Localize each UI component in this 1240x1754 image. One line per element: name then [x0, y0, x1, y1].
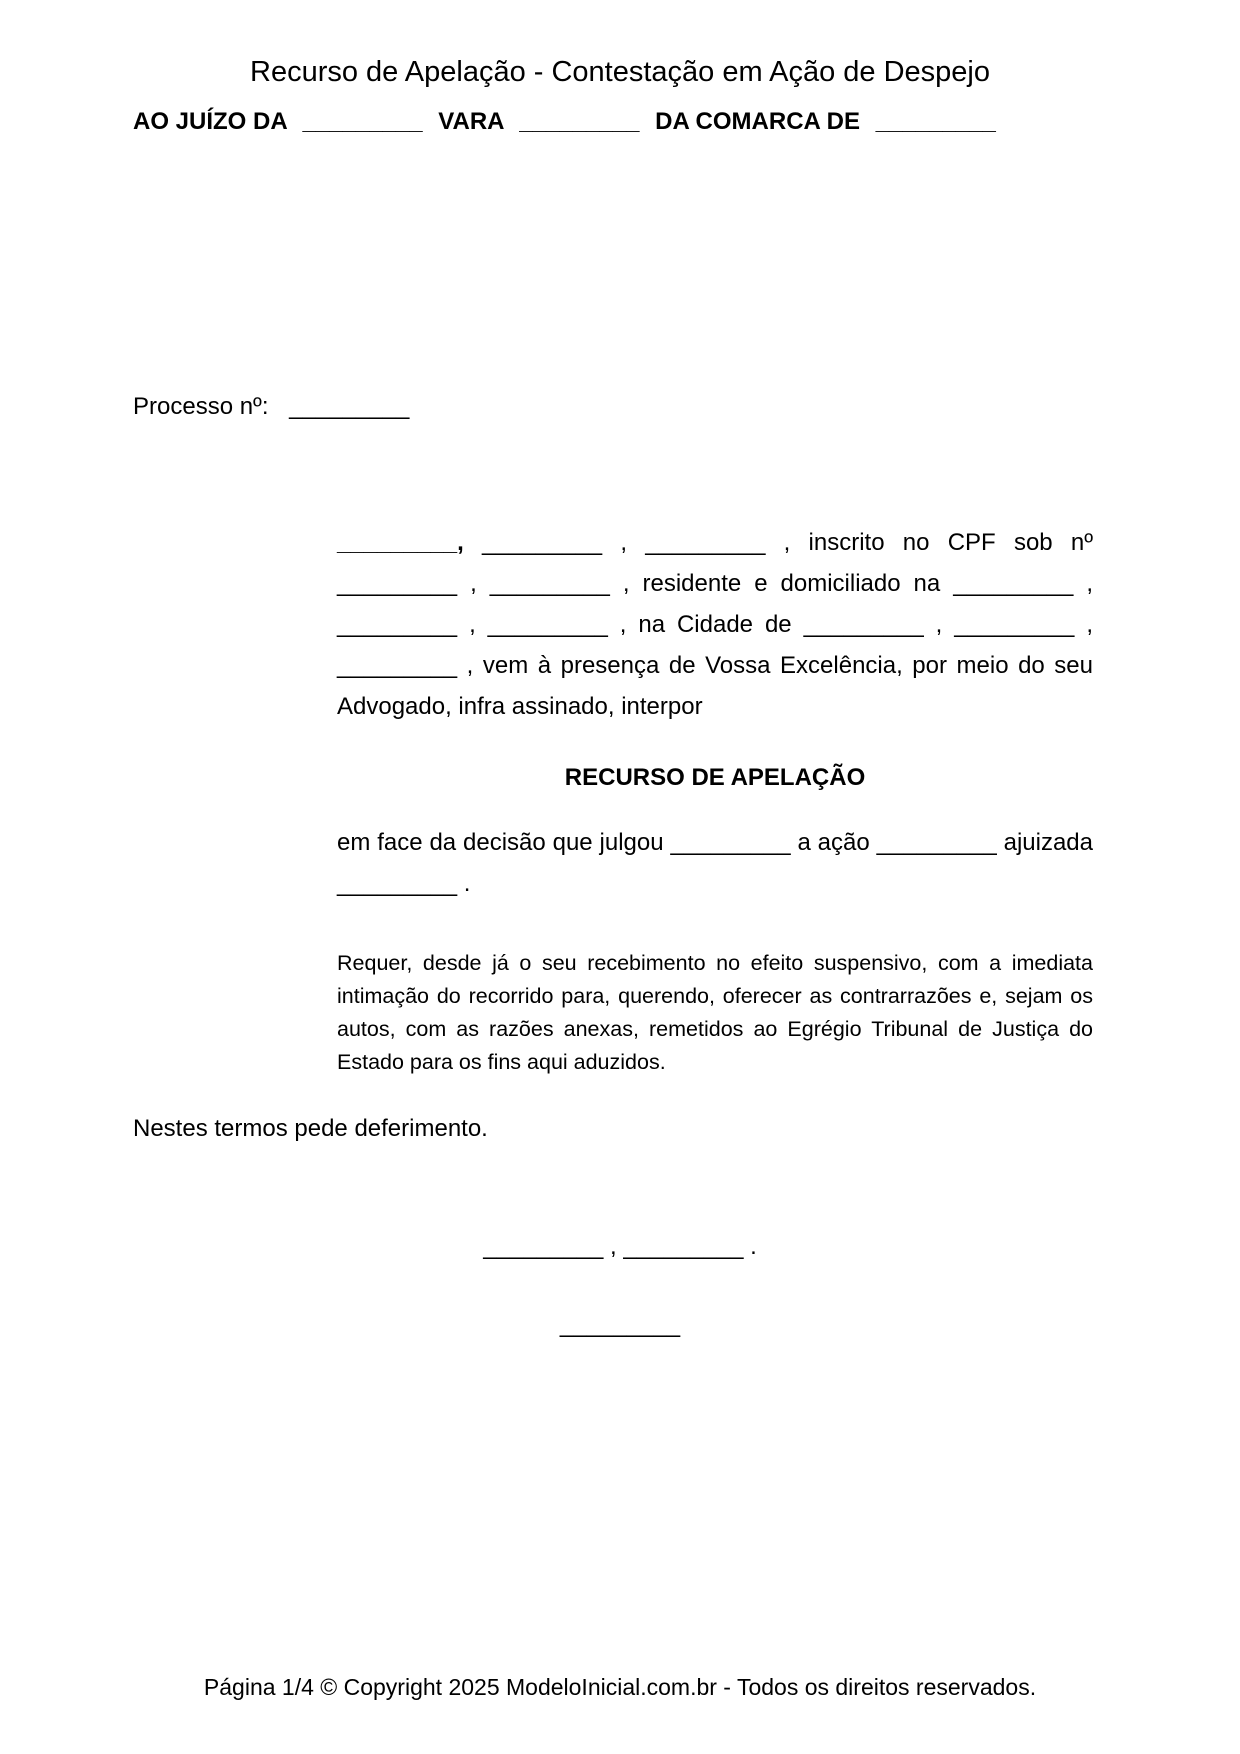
appeal-paragraph: em face da decisão que julgou _________ a ação _________ ajuizada _________ . — [337, 829, 1093, 897]
court-text-2: VARA — [438, 108, 504, 135]
court-blank-3: _________ — [875, 108, 996, 135]
court-text-3: DA COMARCA DE — [655, 108, 860, 135]
city-date-line: _________ , _________ . — [483, 1233, 757, 1260]
signature-blank: _________ — [559, 1311, 681, 1338]
process-number-line — [133, 390, 409, 423]
qualification-paragraph — [337, 522, 1093, 727]
process-number-blank: _________ — [289, 393, 410, 420]
court-blank-1: _________ — [302, 108, 423, 135]
appellant-name-blank: _________, — [337, 529, 464, 556]
section-heading: RECURSO DE APELAÇÃO — [564, 764, 866, 791]
qualification-text: _________ , _________ , inscrito no CPF sob nº _________ , _________ , residente e domiciliado na _________ , _________ , _________ , na Cidade de _________ , _________ , _________ , vem à presença de Vossa Excelência, por meio do seu Advogado, infra assinado, interpor — [337, 529, 1093, 720]
process-number-label: Processo nº: — [133, 393, 269, 420]
court-blank-2: _________ — [519, 108, 640, 135]
court-address-line — [133, 105, 1133, 139]
page-title: Recurso de Apelação - Contestação em Ação de Despejo — [250, 56, 990, 88]
request-paragraph: Requer, desde já o seu recebimento no efeito suspensivo, com a imediata intimação do recorrido para, querendo, oferecer as contrarrazões e, sejam os autos, com as razões anexas, remetidos ao Egrégio Tribunal de Justiça do Estado para os fins aqui aduzidos. — [337, 951, 1093, 1074]
page-footer: Página 1/4 © Copyright 2025 ModeloInicial.com.br - Todos os direitos reservados. — [203, 1674, 1037, 1700]
court-text-1: AO JUÍZO DA — [133, 108, 287, 135]
closing-statement: Nestes termos pede deferimento. — [133, 1115, 488, 1142]
